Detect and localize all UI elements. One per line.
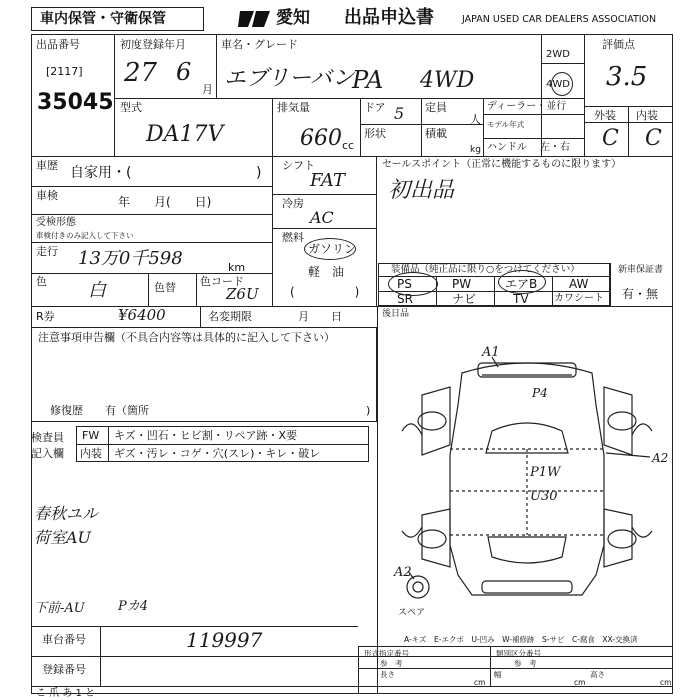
first-reg-year: 27 [124, 58, 158, 88]
fuel-gas: ガソリン [308, 242, 357, 256]
reg-label: 登録番号 [42, 663, 86, 676]
chassis-value: 119997 [186, 628, 263, 652]
inspector-label: 検査員 [31, 431, 64, 444]
shift-label: シフト [282, 159, 315, 172]
width-label: 幅 [494, 670, 502, 679]
interior-label: 内装 [636, 109, 658, 122]
diagram-a1: A1 [482, 345, 500, 360]
insurance-label: 新車保証書 [618, 265, 664, 275]
color-value: 白 [88, 280, 106, 301]
hand-note-pre: 春秋ユル [34, 504, 99, 523]
hand-note-1: 荷室AU [34, 528, 92, 547]
damage-legend: A-キズ E-エクボ U-凹み W-補修跡 S-サビ C-腐食 XX-交換済 [404, 635, 638, 644]
option-pw: PW [452, 277, 472, 291]
load-unit: kg [470, 145, 481, 155]
shape-label: 形状 [364, 127, 386, 140]
usage-close: ) [256, 165, 262, 181]
score-label: 評価点 [602, 38, 635, 51]
capacity-label: 定員 [425, 101, 447, 114]
handle-options: 左・右 [540, 142, 570, 153]
inspection-value: 年 月( 日) [118, 195, 212, 209]
aircon-value: AC [310, 208, 334, 227]
color-code: Z6U [226, 285, 259, 303]
drive-4wd-circle [551, 72, 573, 96]
option-aw: AW [569, 277, 589, 291]
sales-point-value: 初出品 [388, 178, 455, 203]
usage-label: 車歴 [36, 159, 58, 172]
name-change-value: 月 日 [298, 310, 342, 323]
first-reg-label: 初度登録年月 [120, 38, 186, 51]
length-label: 長さ [380, 670, 395, 679]
lot-no-label: 出品番号 [36, 38, 80, 51]
acceptance-label: 受検形態 [36, 217, 76, 228]
model-code-label: 型式 [120, 101, 142, 114]
lot-number: 35045 [37, 90, 114, 115]
interior-row-label: 内装 [80, 447, 102, 460]
exterior-row-label: FW [82, 429, 100, 442]
repair-close: ) [366, 404, 371, 417]
repair-label: 修復歴 有（箇所 [50, 404, 149, 417]
class-label: 類別区分番号 [496, 649, 541, 658]
fuel-paren: ( ) [290, 285, 360, 299]
door-label: ドア [364, 101, 386, 114]
inspection-label: 車検 [36, 189, 58, 202]
form-spec-label: 形式指定番号 [364, 649, 409, 658]
spare-label: スペア [398, 608, 426, 618]
interior-row: ギズ・汚レ・コゲ・穴(スレ)・キレ・破レ [114, 447, 321, 460]
interior-grade: C [645, 126, 662, 151]
exterior-grade: C [602, 126, 619, 151]
model-name: エブリーバン [224, 66, 355, 91]
handle-label: ハンドル [487, 142, 527, 153]
model-grade-label: 車名・グレード [221, 38, 298, 51]
model-code: DA17V [146, 122, 224, 147]
length-cm: cm [474, 678, 486, 687]
ref-label-2: 参 考 [514, 659, 537, 668]
month-unit: 月 [202, 83, 213, 96]
height-cm: cm [660, 678, 672, 687]
options-label: 装備品（純正品に限り○をつけてください） [391, 264, 580, 275]
drive-4wd: 4WD [546, 79, 570, 90]
model-year-label: モデル年式 [487, 120, 525, 129]
org-name: 愛知 [276, 8, 310, 28]
hand-note-3: Pカ4 [118, 599, 149, 614]
aircon-label: 冷房 [282, 197, 304, 210]
color-label: 色 [36, 275, 47, 288]
drive-hand: 4WD [420, 68, 475, 93]
displacement-value: 660 [300, 126, 342, 151]
acceptance-note: 車検付きのみ記入して下さい [36, 231, 134, 240]
car-diagram [382, 345, 672, 615]
association-name: JAPAN USED CAR DEALERS ASSOCIATION [462, 14, 657, 25]
door-value: 5 [394, 104, 405, 123]
insurance-options: 有・無 [622, 287, 659, 301]
dealer-label: ディーラー・並行 [487, 101, 567, 112]
cc-unit: cc [342, 139, 355, 152]
color-change-label: 色替 [154, 281, 176, 294]
capacity-unit: 人 [470, 113, 481, 126]
first-reg-month: 6 [176, 58, 192, 86]
grade: PA [352, 66, 384, 94]
load-label: 積載 [425, 127, 447, 140]
hand-note-2: 下前-AU [34, 601, 85, 616]
entry-label: 記入欄 [31, 447, 64, 460]
lot-bracket: [2117] [46, 65, 83, 78]
option-ps-circle [388, 272, 438, 296]
diagram-mark-top: P4 [532, 386, 548, 400]
sales-point-label: セールスポイント（正常に機能するものに限ります） [382, 159, 622, 170]
diagram-a2-right: A2 [652, 451, 669, 465]
option-airbag-circle [498, 270, 546, 294]
recycle-value: ¥6400 [118, 306, 166, 324]
mileage-unit: km [228, 261, 246, 274]
option-airbag: エアB [505, 277, 538, 291]
mileage-value: 13万0千598 [78, 248, 183, 269]
ju-logo [236, 7, 272, 31]
fuel-diesel: 軽 油 [308, 265, 345, 279]
floor-label: 後日品 [382, 309, 410, 319]
width-cm: cm [574, 678, 586, 687]
diagram-mark-center: P1W [530, 465, 561, 480]
usage-value: 自家用・( [70, 165, 132, 181]
mileage-label: 走行 [36, 245, 58, 258]
exterior-label: 外装 [594, 109, 616, 122]
recycle-label: R券 [36, 310, 55, 323]
notice-label: 注意事項申告欄（不具合内容等は具体的に記入して下さい） [38, 331, 335, 344]
exterior-row: キズ・凹石・ヒビ割・リペア跡・X要 [114, 429, 298, 442]
option-sr: SR [397, 292, 413, 306]
option-navi: ナビ [452, 292, 477, 306]
option-ps: PS [397, 277, 412, 291]
name-change-label: 名変期限 [208, 310, 252, 323]
height-label: 高さ [590, 670, 605, 679]
option-tv: TV [513, 292, 529, 306]
option-leather: カワシート [554, 293, 604, 304]
storage-label: 車内保管・守衛保管 [40, 11, 166, 27]
bottom-row: こ 爪 あ 1 と [36, 688, 106, 699]
color-code-label: 色コード [200, 275, 244, 288]
chassis-label: 車台番号 [42, 633, 86, 646]
diagram-a2: A2 [394, 565, 412, 580]
ref-label-1: 参 考 [380, 659, 403, 668]
fuel-label: 燃料 [282, 231, 304, 244]
form-title: 出品申込書 [344, 7, 434, 28]
shift-value: FAT [310, 170, 345, 191]
diagram-mark-center2: U30 [530, 489, 558, 504]
displacement-label: 排気量 [277, 101, 310, 114]
drive-2wd: 2WD [546, 49, 570, 60]
score-value: 3.5 [606, 62, 648, 92]
